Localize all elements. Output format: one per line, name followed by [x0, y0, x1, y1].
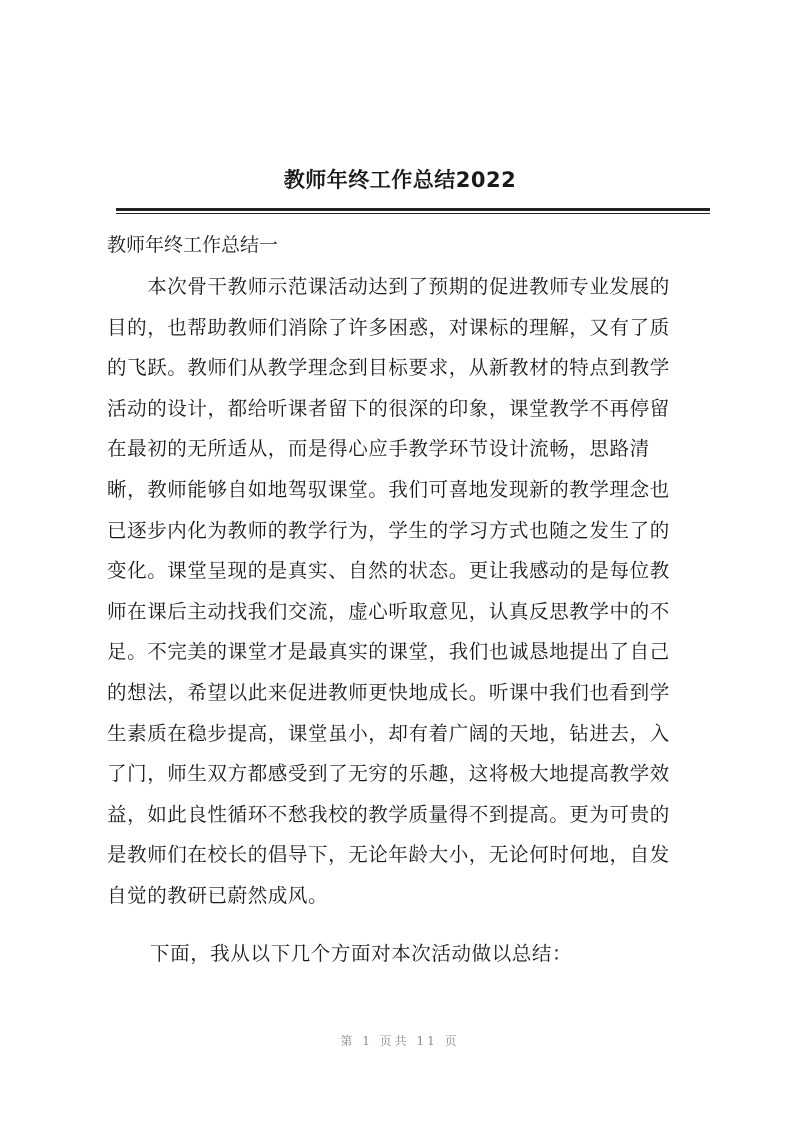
paragraph-line: 目的，也帮助教师们消除了许多困惑，对课标的理解，又有了质	[107, 315, 670, 339]
paragraph-line: 在最初的无所适从，而是得心应手教学环节设计流畅，思路清	[107, 437, 650, 461]
paragraph-line: 的飞跃。教师们从教学理念到目标要求，从新教材的特点到教学	[107, 356, 670, 380]
paragraph-line: 已逐步内化为教师的教学行为，学生的学习方式也随之发生了的	[107, 518, 670, 542]
section-heading: 教师年终工作总结一	[107, 234, 279, 256]
paragraph-line: 足。不完美的课堂才是最真实的课堂，我们也诚恳地提出了自己	[107, 640, 670, 664]
paragraph-line: 本次骨干教师示范课活动达到了预期的促进教师专业发展的	[107, 275, 670, 298]
paragraph-line: 自觉的教研已蔚然成风。	[107, 883, 329, 907]
paragraph-line: 变化。课堂呈现的是真实、自然的状态。更让我感动的是每位教	[107, 559, 670, 583]
paragraph-line: 晰，教师能够自如地驾驭课堂。我们可喜地发现新的教学理念也	[107, 477, 670, 501]
title-divider	[116, 208, 710, 211]
paragraph-1	[107, 267, 710, 917]
title-divider-thin	[116, 213, 710, 214]
paragraph-line: 益，如此良性循环不愁我校的教学质量得不到提高。更为可贵的	[107, 802, 670, 826]
paragraph-2: 下面，我从以下几个方面对本次活动做以总结：	[150, 942, 573, 965]
paragraph-line: 是教师们在校长的倡导下，无论年龄大小，无论何时何地，自发	[107, 843, 670, 867]
paragraph-line: 师在课后主动找我们交流，虚心听取意见，认真反思教学中的不	[107, 599, 670, 623]
paragraph-line: 活动的设计，都给听课者留下的很深的印象，课堂教学不再停留	[107, 396, 670, 420]
document-title: 教师年终工作总结2022	[283, 168, 517, 192]
paragraph-line: 的想法，希望以此来促进教师更快地成长。听课中我们也看到学	[107, 680, 670, 704]
page-number-footer: 第 1 页共 11 页	[340, 1034, 460, 1048]
paragraph-line: 生素质在稳步提高，课堂虽小，却有着广阔的天地，钻进去，入	[107, 721, 670, 745]
paragraph-line: 了门，师生双方都感受到了无穷的乐趣，这将极大地提高教学效	[107, 762, 670, 786]
